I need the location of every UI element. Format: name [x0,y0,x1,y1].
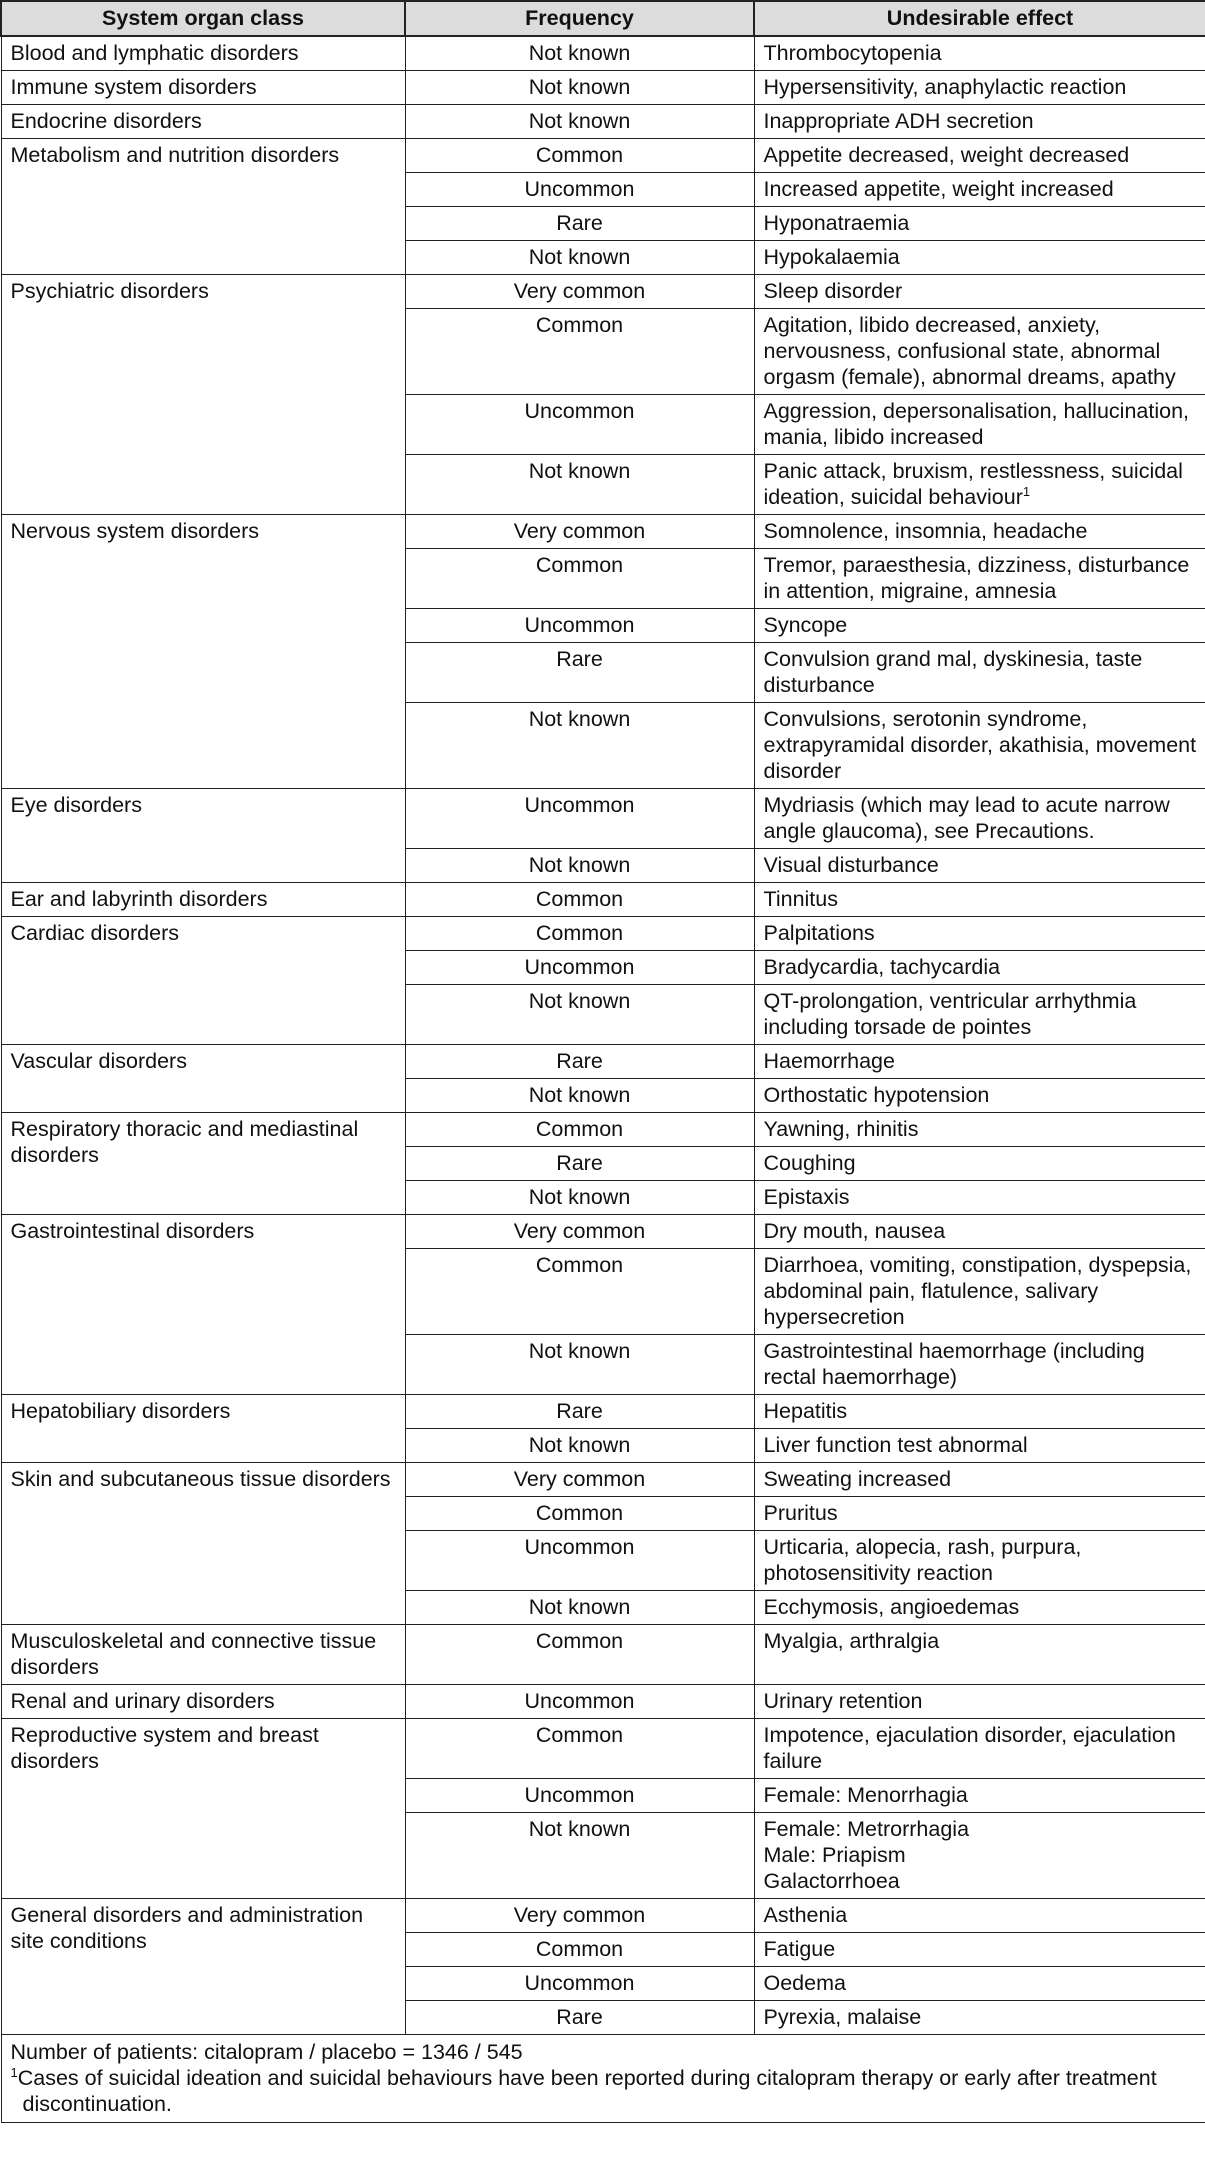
frequency-cell: Not known [405,703,754,789]
frequency-cell: Uncommon [405,1779,754,1813]
effect-text: Thrombocytopenia [763,41,942,65]
header-frequency: Frequency [405,1,754,36]
undesirable-effect-cell [754,1249,1205,1335]
frequency-cell: Uncommon [405,1967,754,2001]
effect-text: Fatigue [763,1937,836,1961]
frequency-cell: Rare [405,1147,754,1181]
frequency-cell: Uncommon [405,609,754,643]
frequency-cell: Rare [405,207,754,241]
effect-text: Impotence, ejaculation disorder, ejaculation failure [763,1723,1176,1773]
undesirable-effect-cell [754,1625,1205,1685]
frequency-cell: Not known [405,241,754,275]
effect-text: Increased appetite, weight increased [763,177,1114,201]
undesirable-effect-cell [754,1079,1205,1113]
frequency-cell: Very common [405,1215,754,1249]
table-row [1,1395,1205,1429]
frequency-cell: Not known [405,1079,754,1113]
undesirable-effect-cell [754,207,1205,241]
footnote-row [1,2035,1205,2123]
frequency-cell: Very common [405,515,754,549]
frequency-cell: Common [405,1719,754,1779]
frequency-cell: Not known [405,105,754,139]
table-row [1,36,1205,71]
undesirable-effect-cell [754,1531,1205,1591]
table-row [1,1719,1205,1779]
effect-text: Orthostatic hypotension [763,1083,990,1107]
frequency-cell: Not known [405,455,754,515]
table-row [1,1625,1205,1685]
header-row [1,1,1205,36]
effect-text: QT-prolongation, ventricular arrhythmia including torsade de pointes [763,989,1137,1039]
undesirable-effect-cell [754,643,1205,703]
effect-text: Panic attack, bruxism, restlessness, suicidal ideation, suicidal behaviour [763,459,1183,509]
effect-line: Galactorrhoea [763,1869,900,1893]
frequency-cell: Uncommon [405,1685,754,1719]
effect-text: Mydriasis (which may lead to acute narrow angle glaucoma), see Precautions. [763,793,1170,843]
effect-text: Dry mouth, nausea [763,1219,946,1243]
frequency-cell: Uncommon [405,395,754,455]
system-organ-class-cell: Metabolism and nutrition disorders [1,139,405,275]
undesirable-effect-cell [754,515,1205,549]
effect-line: Female: Metrorrhagia [763,1817,970,1841]
undesirable-effect-cell [754,1779,1205,1813]
frequency-cell: Common [405,1249,754,1335]
frequency-cell: Not known [405,985,754,1045]
undesirable-effect-cell [754,1719,1205,1779]
frequency-cell: Very common [405,1463,754,1497]
footnote-reference: 1 [1022,483,1031,499]
patients-note: Number of patients: citalopram / placebo = 1346 / 545 [10,2040,523,2064]
footnote-marker: 1 [10,2064,18,2080]
system-organ-class-cell: Vascular disorders [1,1045,405,1113]
effect-text: Oedema [763,1971,846,1995]
frequency-cell: Common [405,883,754,917]
system-organ-class-cell: Psychiatric disorders [1,275,405,515]
system-organ-class-cell: Musculoskeletal and connective tissue disorders [1,1625,405,1685]
effect-text: Epistaxis [763,1185,850,1209]
effect-text: Hypersensitivity, anaphylactic reaction [763,75,1127,99]
undesirable-effect-cell [754,1591,1205,1625]
undesirable-effect-cell [754,917,1205,951]
effect-text: Urticaria, alopecia, rash, purpura, photosensitivity reaction [763,1535,1082,1585]
effect-text: Palpitations [763,921,875,945]
system-organ-class-cell: Endocrine disorders [1,105,405,139]
frequency-cell: Common [405,549,754,609]
undesirable-effect-cell [754,139,1205,173]
system-organ-class-cell: General disorders and administration site conditions [1,1899,405,2035]
undesirable-effect-cell [754,36,1205,71]
table-row [1,515,1205,549]
undesirable-effect-cell [754,2001,1205,2035]
effect-text: Hepatitis [763,1399,848,1423]
undesirable-effect-cell [754,395,1205,455]
footnote-cell [1,2035,1205,2123]
undesirable-effect-cell [754,1463,1205,1497]
table-body [1,36,1205,2035]
effect-text: Asthenia [763,1903,848,1927]
undesirable-effect-cell [754,1215,1205,1249]
frequency-cell: Not known [405,36,754,71]
undesirable-effect-cell [754,1429,1205,1463]
undesirable-effect-cell [754,985,1205,1045]
table-row [1,1899,1205,1933]
effect-text: Appetite decreased, weight decreased [763,143,1130,167]
undesirable-effect-cell [754,241,1205,275]
table-row [1,139,1205,173]
effect-text: Sleep disorder [763,279,903,303]
system-organ-class-cell: Respiratory thoracic and mediastinal disorders [1,1113,405,1215]
system-organ-class-cell: Gastrointestinal disorders [1,1215,405,1395]
effect-text: Haemorrhage [763,1049,895,1073]
table-row [1,1215,1205,1249]
effect-text: Pruritus [763,1501,838,1525]
effect-text: Gastrointestinal haemorrhage (including rectal haemorrhage) [763,1339,1145,1389]
frequency-cell: Common [405,1933,754,1967]
header-system-organ-class: System organ class [1,1,405,36]
effect-text: Agitation, libido decreased, anxiety, nervousness, confusional state, abnormal orgasm (female), abnormal dreams, apathy [763,313,1176,389]
undesirable-effect-cell [754,1813,1205,1899]
frequency-cell: Not known [405,1335,754,1395]
frequency-cell: Uncommon [405,1531,754,1591]
system-organ-class-cell: Nervous system disorders [1,515,405,789]
effect-text: Tremor, paraesthesia, dizziness, disturbance in attention, migraine, amnesia [763,553,1190,603]
effect-text: Liver function test abnormal [763,1433,1028,1457]
system-organ-class-cell: Skin and subcutaneous tissue disorders [1,1463,405,1625]
frequency-cell: Common [405,917,754,951]
frequency-cell: Common [405,309,754,395]
effect-text: Aggression, depersonalisation, hallucination, mania, libido increased [763,399,1189,449]
undesirable-effect-cell [754,1899,1205,1933]
undesirable-effect-cell [754,455,1205,515]
undesirable-effect-cell [754,883,1205,917]
table-row [1,71,1205,105]
effect-text: Inappropriate ADH secretion [763,109,1034,133]
undesirable-effect-cell [754,1045,1205,1079]
frequency-cell: Common [405,1113,754,1147]
effect-text: Myalgia, arthralgia [763,1629,940,1653]
effect-text: Bradycardia, tachycardia [763,955,1001,979]
frequency-cell: Rare [405,1045,754,1079]
effect-text: Sweating increased [763,1467,952,1491]
undesirable-effect-cell [754,1335,1205,1395]
effect-line: Male: Priapism [763,1843,906,1867]
system-organ-class-cell: Eye disorders [1,789,405,883]
header-undesirable-effect: Undesirable effect [754,1,1205,36]
footnote-text: Cases of suicidal ideation and suicidal behaviours have been reported during citalopram therapy or early after treatment discontinuation. [17,2066,1157,2116]
table-row [1,1045,1205,1079]
effect-text: Hypokalaemia [763,245,900,269]
undesirable-effect-cell [754,1497,1205,1531]
frequency-cell: Uncommon [405,173,754,207]
system-organ-class-cell: Blood and lymphatic disorders [1,36,405,71]
table-row [1,1685,1205,1719]
effect-text: Diarrhoea, vomiting, constipation, dyspepsia, abdominal pain, flatulence, salivary hypersecretion [763,1253,1192,1329]
frequency-cell: Not known [405,1181,754,1215]
undesirable-effect-cell [754,1967,1205,2001]
system-organ-class-cell: Immune system disorders [1,71,405,105]
effect-text: Ecchymosis, angioedemas [763,1595,1020,1619]
undesirable-effect-cell [754,275,1205,309]
footnote-1 [11,2065,1197,2117]
effect-text: Tinnitus [763,887,838,911]
undesirable-effect-cell [754,309,1205,395]
undesirable-effect-cell [754,549,1205,609]
undesirable-effect-cell [754,1395,1205,1429]
frequency-cell: Rare [405,2001,754,2035]
effect-text: Syncope [763,613,848,637]
undesirable-effect-cell [754,789,1205,849]
system-organ-class-cell: Hepatobiliary disorders [1,1395,405,1463]
table-row [1,917,1205,951]
frequency-cell: Common [405,1497,754,1531]
frequency-cell: Rare [405,1395,754,1429]
effect-text: Convulsion grand mal, dyskinesia, taste disturbance [763,647,1143,697]
table-row [1,789,1205,849]
effect-text: Hyponatraemia [763,211,910,235]
frequency-cell: Not known [405,71,754,105]
frequency-cell: Common [405,139,754,173]
undesirable-effect-cell [754,173,1205,207]
system-organ-class-cell: Renal and urinary disorders [1,1685,405,1719]
undesirable-effect-cell [754,849,1205,883]
effect-text: Female: Menorrhagia [763,1783,968,1807]
effect-text: Somnolence, insomnia, headache [763,519,1088,543]
table-row [1,1113,1205,1147]
table-row [1,1463,1205,1497]
effect-text: Coughing [763,1151,856,1175]
frequency-cell: Not known [405,1813,754,1899]
system-organ-class-cell: Ear and labyrinth disorders [1,883,405,917]
system-organ-class-cell: Cardiac disorders [1,917,405,1045]
undesirable-effect-cell [754,71,1205,105]
frequency-cell: Not known [405,849,754,883]
effect-text: Pyrexia, malaise [763,2005,922,2029]
frequency-cell: Uncommon [405,789,754,849]
frequency-cell: Not known [405,1429,754,1463]
frequency-cell: Very common [405,1899,754,1933]
undesirable-effect-cell [754,1933,1205,1967]
frequency-cell: Uncommon [405,951,754,985]
undesirable-effect-cell [754,1147,1205,1181]
table-row [1,105,1205,139]
effect-text: Yawning, rhinitis [763,1117,919,1141]
system-organ-class-cell: Reproductive system and breast disorders [1,1719,405,1899]
frequency-cell: Very common [405,275,754,309]
undesirable-effect-cell [754,105,1205,139]
frequency-cell: Not known [405,1591,754,1625]
undesirable-effect-cell [754,703,1205,789]
undesirable-effect-cell [754,1113,1205,1147]
frequency-cell: Rare [405,643,754,703]
effect-text: Convulsions, serotonin syndrome, extrapyramidal disorder, akathisia, movement disorder [763,707,1197,783]
table-row [1,883,1205,917]
undesirable-effect-cell [754,1181,1205,1215]
table-row [1,275,1205,309]
effect-text: Visual disturbance [763,853,939,877]
effect-text: Urinary retention [763,1689,923,1713]
undesirable-effect-cell [754,1685,1205,1719]
frequency-cell: Common [405,1625,754,1685]
undesirable-effect-cell [754,951,1205,985]
undesirable-effect-cell [754,609,1205,643]
